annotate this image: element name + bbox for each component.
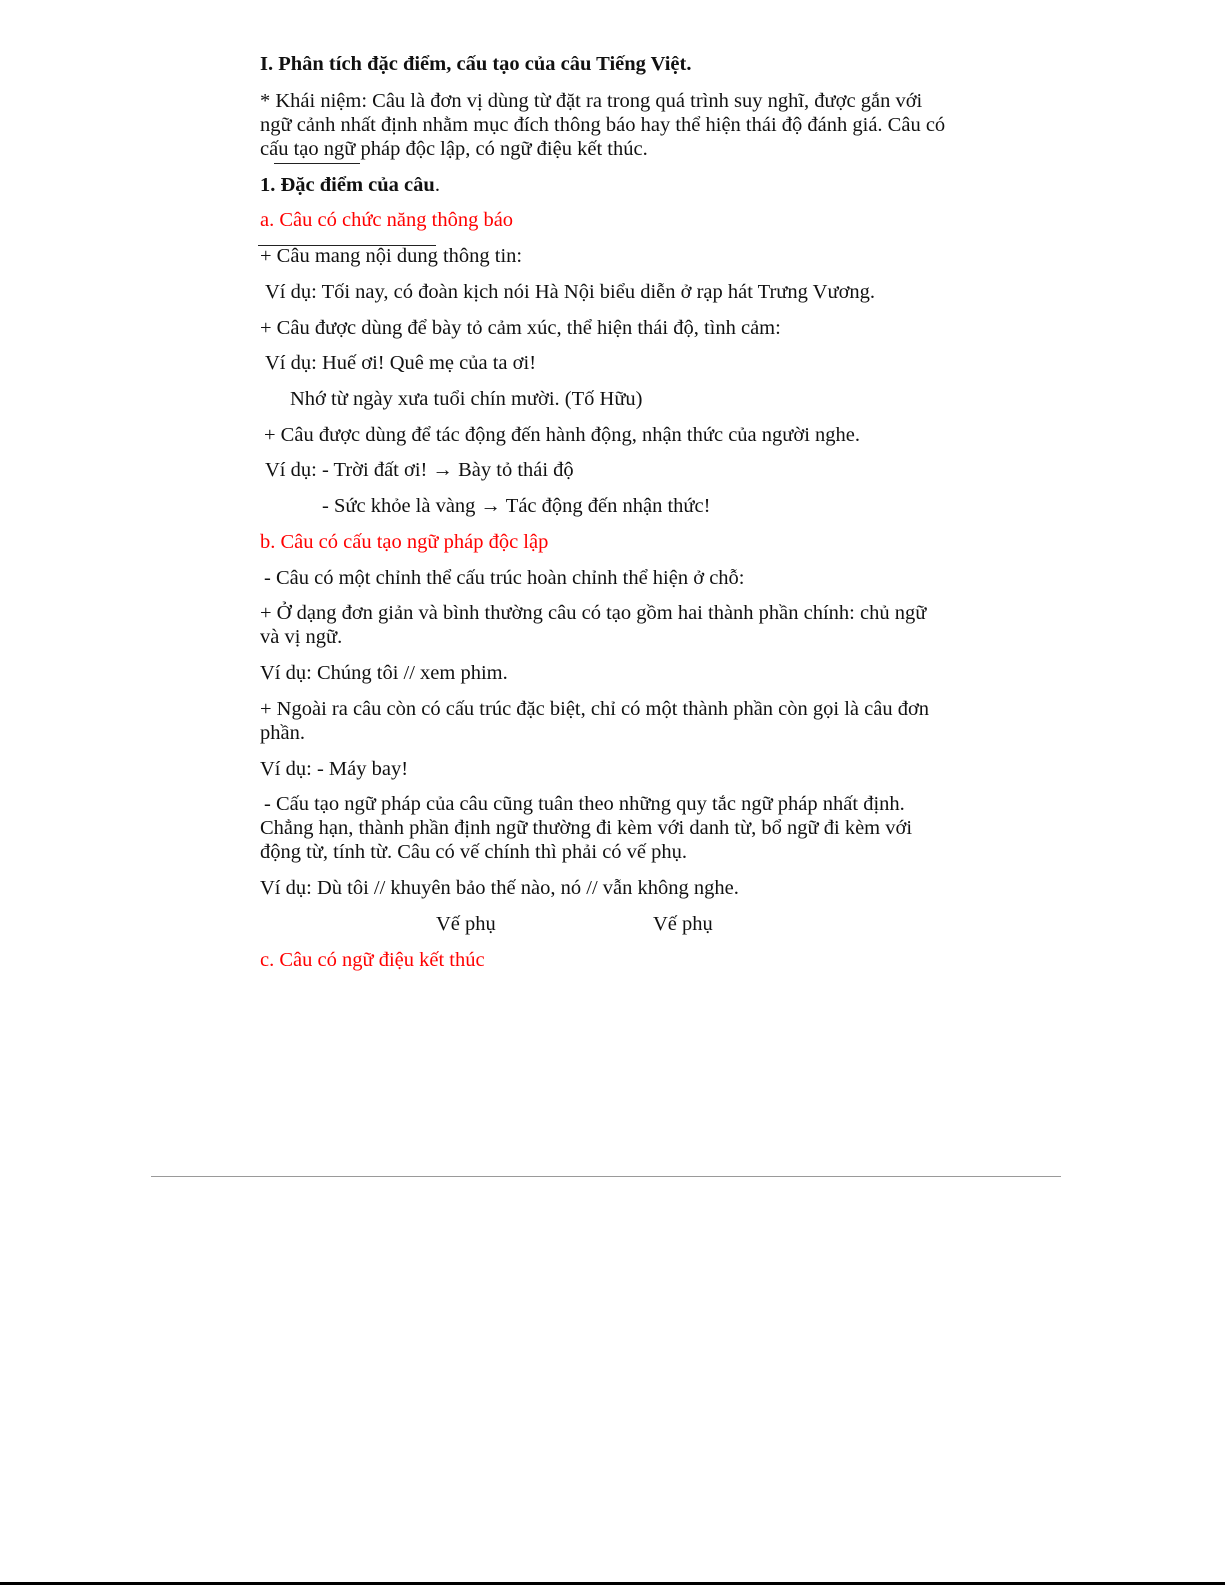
section-b-point-4-line-1: - Cấu tạo ngữ pháp của câu cũng tuân theo những quy tắc ngữ pháp nhất định.	[264, 793, 905, 815]
pen-mark	[274, 163, 360, 164]
section-b-point-4-example: Ví dụ: Dù tôi // khuyên bảo thế nào, nó // vẫn không nghe.	[260, 877, 739, 899]
section-1-heading-text: 1. Đặc điểm của câu	[260, 174, 435, 196]
section-b-title: b. Câu có cấu tạo ngữ pháp độc lập	[260, 531, 549, 553]
section-c-title: c. Câu có ngữ điệu kết thúc	[260, 949, 485, 971]
section-a-point-1: + Câu mang nội dung thông tin:	[260, 245, 523, 267]
section-a-point-2-example-2: Nhớ từ ngày xưa tuổi chín mười. (Tố Hữu)	[290, 388, 643, 410]
section-a-point-3-example-1: Ví dụ: - Trời đất ơi! → Bày tỏ thái độ	[265, 459, 574, 481]
section-a-title: a. Câu có chức năng thông báo	[260, 209, 514, 231]
section-a-point-2-example-1: Ví dụ: Huế ơi! Quê mẹ của ta ơi!	[265, 352, 537, 374]
concept-line-3: cấu tạo ngữ pháp độc lập, có ngữ điệu kết thúc.	[260, 138, 648, 160]
section-b-point-4-line-2: Chẳng hạn, thành phần định ngữ thường đi kèm với danh từ, bổ ngữ đi kèm với	[260, 817, 913, 839]
section-b-point-4-line-3: động từ, tính từ. Câu có vế chính thì phải có vế phụ.	[260, 841, 688, 863]
section-1-heading-tail: .	[434, 174, 440, 196]
section-b-point-1: - Câu có một chỉnh thể cấu trúc hoàn chỉnh thể hiện ở chỗ:	[264, 567, 745, 589]
page-footer-rule	[151, 1176, 1061, 1177]
section-b-point-2-line-1: + Ở dạng đơn giản và bình thường câu có tạo gồm hai thành phần chính: chủ ngữ	[260, 602, 927, 624]
section-a-point-3: + Câu được dùng để tác động đến hành động, nhận thức của người nghe.	[264, 424, 861, 446]
section-a-point-3-example-2: - Sức khỏe là vàng → Tác động đến nhận thức!	[322, 495, 711, 517]
section-b-point-3-line-1: + Ngoài ra câu còn có cấu trúc đặc biệt, chỉ có một thành phần còn gọi là câu đơn	[260, 698, 930, 720]
clause-label-1: Vế phụ	[436, 913, 496, 935]
section-1-heading	[260, 173, 440, 197]
clause-label-2: Vế phụ	[653, 913, 713, 935]
section-b-point-3-example: Ví dụ: - Máy bay!	[260, 758, 409, 780]
section-b-point-2-line-2: và vị ngữ.	[260, 626, 343, 648]
section-b-point-2-example: Ví dụ: Chúng tôi // xem phim.	[260, 662, 508, 684]
section-b-point-3-line-2: phần.	[260, 722, 305, 744]
section-a-point-2: + Câu được dùng để bày tỏ cảm xúc, thể hiện thái độ, tình cảm:	[260, 317, 781, 339]
main-heading: I. Phân tích đặc điểm, cấu tạo của câu Tiếng Việt.	[260, 53, 692, 75]
concept-line-2: ngữ cảnh nhất định nhằm mục đích thông báo hay thể hiện thái độ đánh giá. Câu có	[260, 114, 946, 136]
concept-line-1: * Khái niệm: Câu là đơn vị dùng từ đặt ra trong quá trình suy nghĩ, được gắn với	[260, 90, 923, 112]
section-a-point-1-example: Ví dụ: Tối nay, có đoàn kịch nói Hà Nội biểu diễn ở rạp hát Trưng Vương.	[265, 281, 876, 303]
